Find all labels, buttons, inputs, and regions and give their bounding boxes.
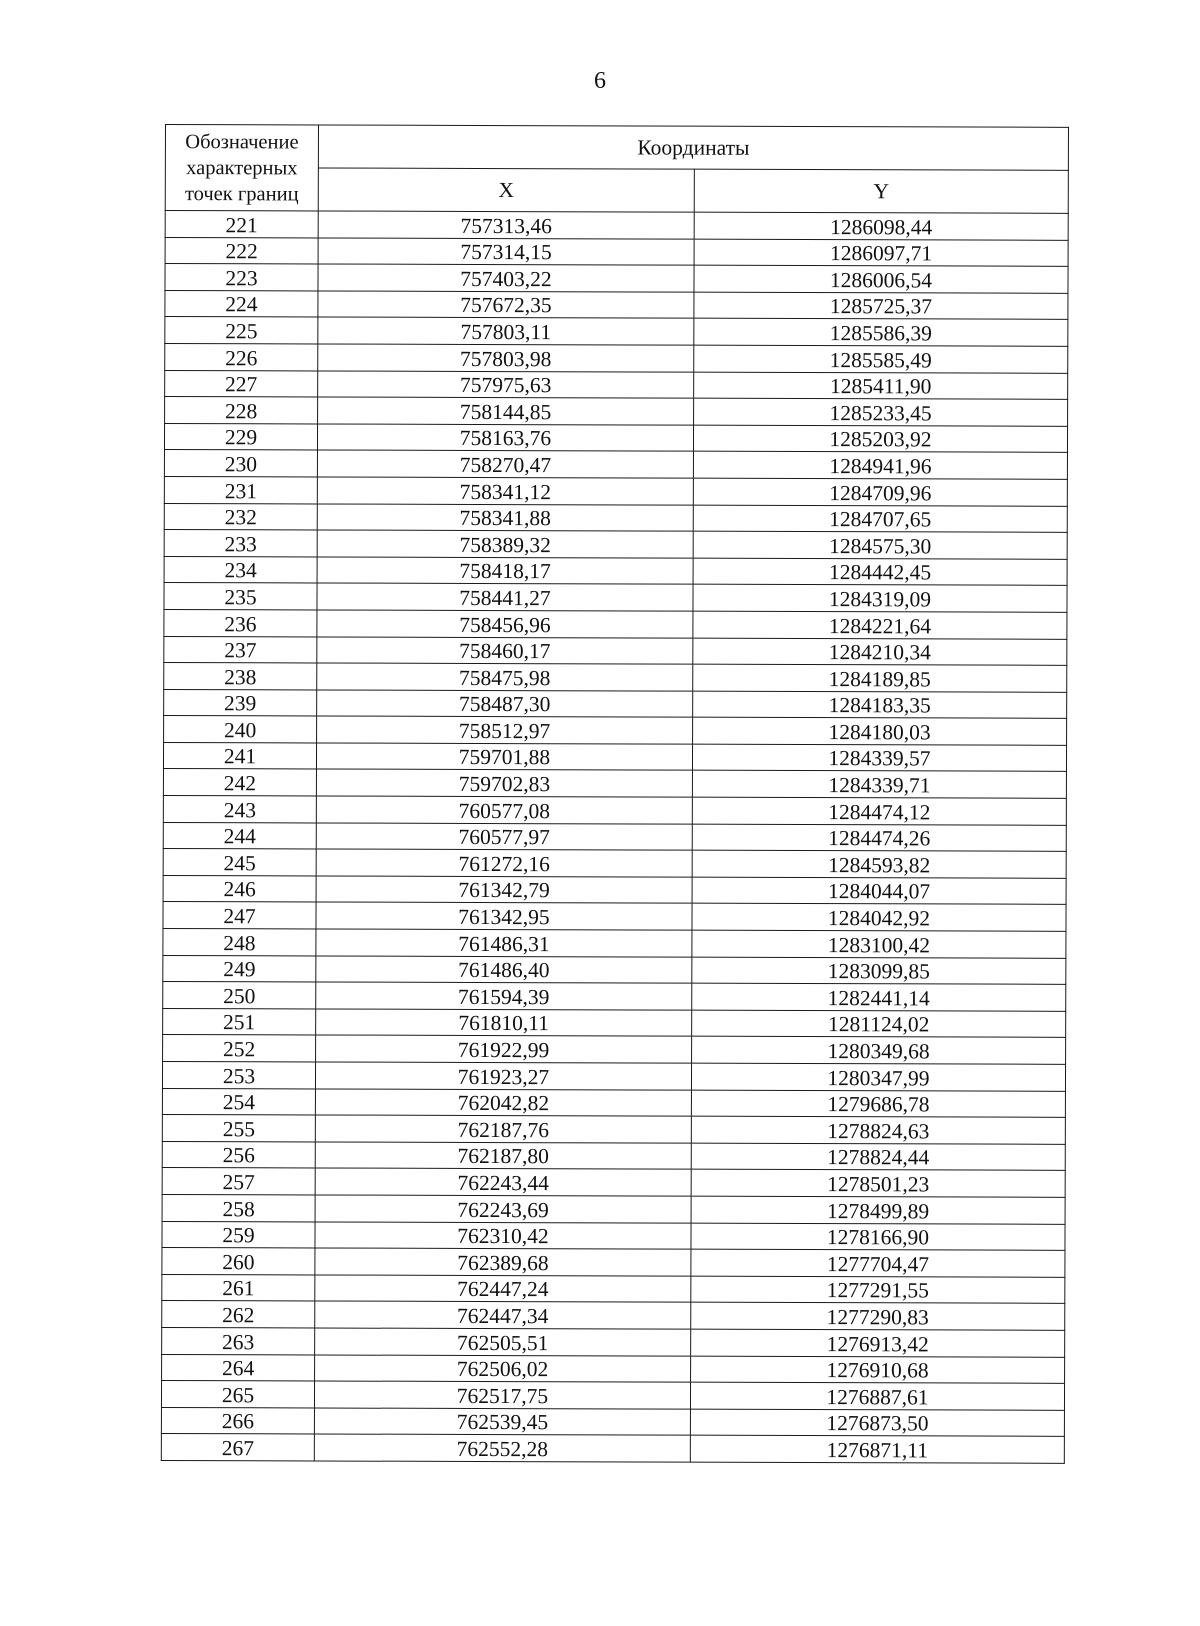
cell-point: 229: [164, 423, 317, 450]
cell-x: 758456,96: [317, 610, 693, 638]
cell-x: 759702,83: [316, 769, 692, 797]
cell-y: 1284042,92: [692, 904, 1066, 932]
cell-x: 757403,22: [318, 264, 694, 292]
cell-point: 225: [165, 317, 318, 344]
cell-point: 243: [163, 796, 316, 823]
table-row: [161, 1381, 1064, 1410]
cell-y: 1278499,89: [691, 1196, 1065, 1224]
cell-y: 1280349,68: [692, 1037, 1066, 1065]
cell-y: 1285411,90: [694, 372, 1068, 400]
cell-y: 1276887,61: [690, 1382, 1064, 1410]
cell-y: 1277291,55: [691, 1276, 1065, 1304]
cell-point: 226: [165, 343, 318, 370]
table-row: [165, 397, 1068, 426]
cell-y: 1286006,54: [694, 265, 1068, 293]
cell-y: 1276910,68: [691, 1356, 1065, 1384]
cell-point: 267: [161, 1434, 314, 1461]
table-row: [164, 716, 1067, 745]
cell-y: 1284474,12: [692, 797, 1066, 825]
table-row: [163, 902, 1066, 931]
cell-point: 257: [162, 1168, 315, 1195]
cell-x: 758418,17: [317, 557, 693, 585]
cell-point: 233: [164, 530, 317, 557]
cell-x: 757313,46: [318, 211, 694, 239]
cell-x: 758475,98: [317, 663, 693, 691]
cell-y: 1285585,49: [694, 345, 1068, 373]
table-row: [163, 982, 1066, 1011]
table-row: [164, 636, 1067, 665]
cell-x: 758270,47: [317, 450, 693, 478]
cell-y: 1277704,47: [691, 1249, 1065, 1277]
cell-point: 228: [165, 397, 318, 424]
table-row: [165, 264, 1068, 293]
table-row: [165, 317, 1068, 346]
cell-x: 761486,40: [316, 956, 692, 984]
cell-x: 761272,16: [316, 849, 692, 877]
table-row: [162, 1248, 1065, 1277]
cell-point: 255: [162, 1115, 315, 1142]
cell-point: 266: [161, 1407, 314, 1434]
table-row: [164, 663, 1067, 692]
table-row: [165, 237, 1068, 266]
header-designation: Обозначение характерных точек границ: [165, 125, 318, 211]
cell-y: 1284180,03: [693, 717, 1067, 745]
cell-y: 1282441,14: [692, 983, 1066, 1011]
cell-point: 265: [161, 1381, 314, 1408]
cell-y: 1278824,44: [691, 1143, 1065, 1171]
cell-x: 757314,15: [318, 238, 694, 266]
cell-y: 1280347,99: [691, 1063, 1065, 1091]
table-row: [164, 503, 1067, 532]
table-body: [161, 211, 1068, 1464]
table-row: [165, 211, 1068, 240]
cell-x: 758389,32: [317, 530, 693, 558]
cell-x: 761342,95: [316, 902, 692, 930]
cell-x: 757803,98: [318, 344, 694, 372]
cell-y: 1284709,96: [693, 478, 1067, 506]
table-row: [165, 290, 1068, 319]
table-row: [162, 1088, 1065, 1117]
cell-point: 253: [162, 1061, 315, 1088]
cell-y: 1284189,85: [693, 664, 1067, 692]
cell-x: 758144,85: [318, 397, 694, 425]
cell-x: 762243,44: [315, 1168, 691, 1196]
cell-point: 261: [162, 1274, 315, 1301]
cell-point: 221: [165, 211, 318, 238]
table-row: [164, 530, 1067, 559]
cell-y: 1284319,09: [693, 584, 1067, 612]
cell-y: 1284575,30: [693, 531, 1067, 559]
table-row: [161, 1434, 1064, 1463]
cell-point: 238: [164, 663, 317, 690]
cell-y: 1277290,83: [691, 1303, 1065, 1331]
cell-point: 251: [163, 1008, 316, 1035]
cell-y: 1284474,26: [692, 824, 1066, 852]
cell-point: 227: [165, 370, 318, 397]
table-row: [165, 343, 1068, 372]
coordinates-table: [161, 124, 1069, 1464]
cell-point: 250: [163, 982, 316, 1009]
cell-point: 246: [163, 875, 316, 902]
cell-y: 1284941,96: [693, 452, 1067, 480]
cell-x: 762042,82: [315, 1089, 691, 1117]
cell-point: 236: [164, 609, 317, 636]
cell-x: 757803,11: [318, 317, 694, 345]
cell-point: 222: [165, 237, 318, 264]
cell-point: 248: [163, 929, 316, 956]
cell-x: 762539,45: [314, 1408, 690, 1436]
table-row: [164, 689, 1067, 718]
cell-y: 1284210,34: [693, 638, 1067, 666]
cell-point: 241: [163, 742, 316, 769]
cell-y: 1285586,39: [694, 319, 1068, 347]
table-row: [163, 929, 1066, 958]
table-row: [164, 556, 1067, 585]
cell-y: 1284044,07: [692, 877, 1066, 905]
cell-point: 264: [162, 1354, 315, 1381]
cell-point: 237: [164, 636, 317, 663]
cell-y: 1284593,82: [692, 850, 1066, 878]
cell-x: 761922,99: [316, 1035, 692, 1063]
header-y: Y: [694, 169, 1068, 213]
header-x: X: [318, 168, 694, 212]
cell-x: 758341,88: [317, 504, 693, 532]
table-row: [165, 370, 1068, 399]
table-header: [165, 125, 1068, 214]
cell-x: 762447,34: [315, 1301, 691, 1329]
cell-x: 759701,88: [316, 743, 692, 771]
table-row: [164, 583, 1067, 612]
cell-point: 235: [164, 583, 317, 610]
cell-x: 758487,30: [317, 690, 693, 718]
cell-x: 758341,12: [317, 477, 693, 505]
cell-point: 224: [165, 290, 318, 317]
cell-x: 762187,80: [315, 1142, 691, 1170]
cell-y: 1278166,90: [691, 1223, 1065, 1251]
table-row: [164, 450, 1067, 479]
cell-x: 760577,97: [316, 823, 692, 851]
cell-y: 1284339,71: [692, 771, 1066, 799]
cell-y: 1284339,57: [692, 744, 1066, 772]
cell-y: 1278501,23: [691, 1170, 1065, 1198]
cell-x: 761486,31: [316, 929, 692, 957]
cell-point: 249: [163, 955, 316, 982]
cell-point: 234: [164, 556, 317, 583]
cell-y: 1285233,45: [694, 398, 1068, 426]
cell-y: 1284221,64: [693, 611, 1067, 639]
cell-x: 758512,97: [317, 716, 693, 744]
cell-point: 230: [164, 450, 317, 477]
cell-y: 1286097,71: [694, 239, 1068, 267]
cell-y: 1278824,63: [691, 1116, 1065, 1144]
cell-y: 1284183,35: [693, 691, 1067, 719]
cell-x: 762552,28: [314, 1434, 690, 1462]
table-row: [164, 423, 1067, 452]
table-row: [163, 769, 1066, 798]
cell-y: 1281124,02: [692, 1010, 1066, 1038]
cell-x: 758460,17: [317, 636, 693, 664]
cell-x: 757975,63: [318, 371, 694, 399]
cell-x: 762187,76: [315, 1115, 691, 1143]
table-row: [162, 1194, 1065, 1223]
cell-x: 761342,79: [316, 876, 692, 904]
table-row: [163, 1035, 1066, 1064]
cell-x: 758163,76: [317, 424, 693, 452]
cell-x: 762310,42: [315, 1222, 691, 1250]
cell-point: 245: [163, 849, 316, 876]
table-row: [163, 1008, 1066, 1037]
cell-point: 232: [164, 503, 317, 530]
cell-y: 1285203,92: [693, 425, 1067, 453]
cell-point: 254: [162, 1088, 315, 1115]
cell-x: 761594,39: [316, 982, 692, 1010]
table-row: [164, 476, 1067, 505]
table-row: [162, 1301, 1065, 1330]
cell-point: 239: [164, 689, 317, 716]
cell-point: 262: [162, 1301, 315, 1328]
cell-y: 1276873,50: [690, 1409, 1064, 1437]
cell-point: 252: [163, 1035, 316, 1062]
cell-point: 263: [162, 1327, 315, 1354]
cell-x: 762517,75: [314, 1381, 690, 1409]
table-row: [162, 1115, 1065, 1144]
cell-point: 256: [162, 1141, 315, 1168]
table-row: [163, 849, 1066, 878]
cell-x: 762389,68: [315, 1248, 691, 1276]
cell-y: 1284707,65: [693, 505, 1067, 533]
table-row: [162, 1221, 1065, 1250]
table-row: [163, 875, 1066, 904]
cell-y: 1286098,44: [694, 212, 1068, 240]
page-number: 6: [594, 68, 606, 94]
cell-y: 1276871,11: [690, 1435, 1064, 1463]
cell-x: 761923,27: [315, 1062, 691, 1090]
cell-x: 762243,69: [315, 1195, 691, 1223]
table-row: [162, 1274, 1065, 1303]
table-row: [162, 1327, 1065, 1356]
cell-x: 760577,08: [316, 796, 692, 824]
cell-y: 1284442,45: [693, 558, 1067, 586]
table-row: [162, 1061, 1065, 1090]
table-row: [163, 796, 1066, 825]
table-row: [162, 1141, 1065, 1170]
cell-point: 242: [163, 769, 316, 796]
cell-point: 259: [162, 1221, 315, 1248]
table-row: [163, 742, 1066, 771]
cell-x: 762447,24: [315, 1275, 691, 1303]
cell-y: 1276913,42: [691, 1329, 1065, 1357]
cell-x: 761810,11: [316, 1009, 692, 1037]
cell-y: 1279686,78: [691, 1090, 1065, 1118]
cell-y: 1283100,42: [692, 930, 1066, 958]
table-row: [161, 1407, 1064, 1436]
header-coordinates: Координаты: [318, 125, 1068, 170]
table-row: [163, 822, 1066, 851]
cell-point: 260: [162, 1248, 315, 1275]
cell-point: 223: [165, 264, 318, 291]
cell-x: 757672,35: [318, 291, 694, 319]
cell-point: 247: [163, 902, 316, 929]
cell-point: 240: [164, 716, 317, 743]
cell-x: 758441,27: [317, 583, 693, 611]
table-row: [162, 1168, 1065, 1197]
cell-point: 258: [162, 1194, 315, 1221]
table-row: [162, 1354, 1065, 1383]
cell-y: 1285725,37: [694, 292, 1068, 320]
table-row: [164, 609, 1067, 638]
cell-point: 244: [163, 822, 316, 849]
cell-y: 1283099,85: [692, 957, 1066, 985]
cell-x: 762505,51: [315, 1328, 691, 1356]
table-row: [163, 955, 1066, 984]
cell-point: 231: [164, 476, 317, 503]
cell-x: 762506,02: [315, 1355, 691, 1383]
